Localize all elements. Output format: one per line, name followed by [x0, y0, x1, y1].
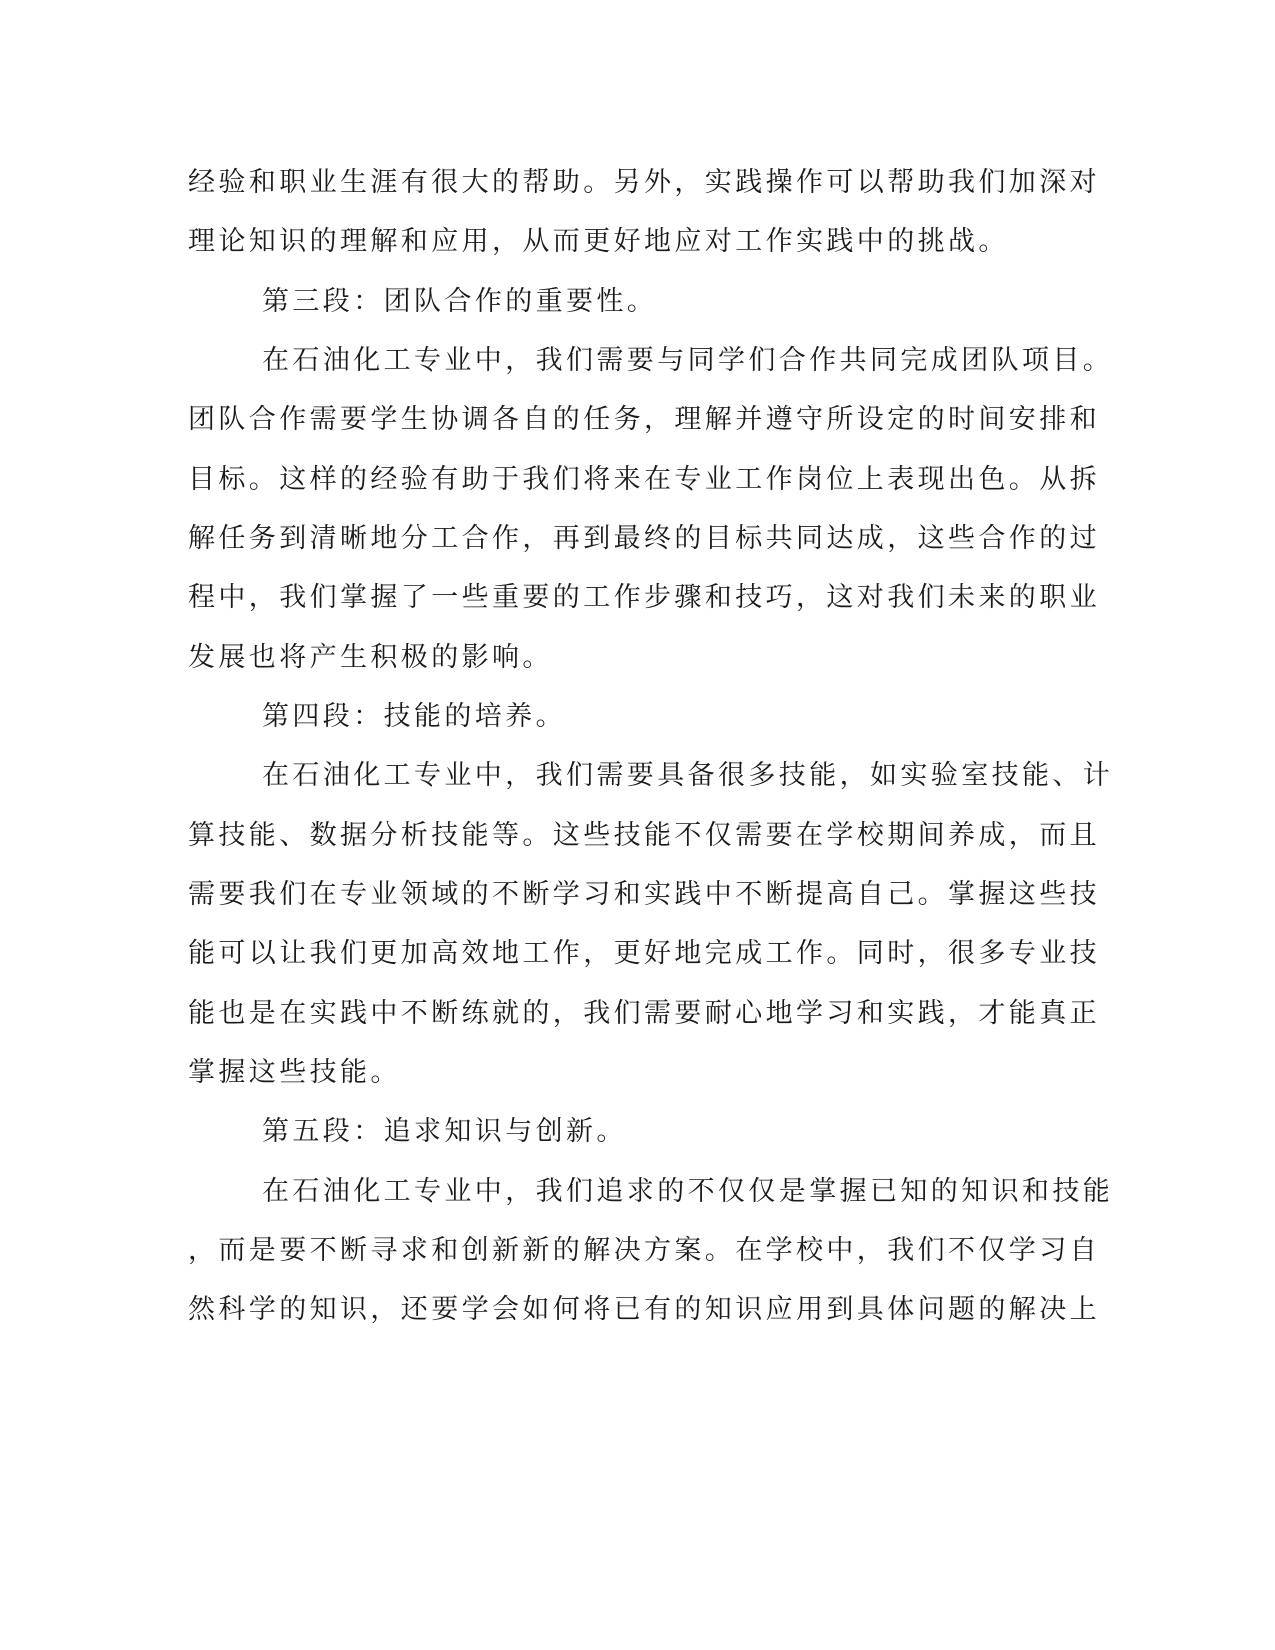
body-text-line: 经验和职业生涯有很大的帮助。另外，实践操作可以帮助我们加深对 — [188, 167, 1100, 198]
body-text-line: 团队合作需要学生协调各自的任务，理解并遵守所设定的时间安排和 — [188, 404, 1100, 435]
body-text-line: 在石油化工专业中，我们追求的不仅仅是掌握已知的知识和技能 — [262, 1176, 1114, 1207]
body-text-line: 算技能、数据分析技能等。这些技能不仅需要在学校期间养成，而且 — [188, 820, 1100, 851]
body-text-line: 需要我们在专业领域的不断学习和实践中不断提高自己。掌握这些技 — [188, 879, 1100, 910]
body-text-line: 能可以让我们更加高效地工作，更好地完成工作。同时，很多专业技 — [188, 938, 1100, 969]
body-text-line: 程中，我们掌握了一些重要的工作步骤和技巧，这对我们未来的职业 — [188, 582, 1100, 613]
body-text-line: ，而是要不断寻求和创新新的解决方案。在学校中，我们不仅学习自 — [188, 1235, 1100, 1266]
body-text-line: 能也是在实践中不断练就的，我们需要耐心地学习和实践，才能真正 — [188, 998, 1100, 1029]
body-text-line: 理论知识的理解和应用，从而更好地应对工作实践中的挑战。 — [188, 226, 1009, 257]
section-heading-5: 第五段：追求知识与创新。 — [262, 1116, 627, 1147]
body-text-line: 发展也将产生积极的影响。 — [188, 642, 553, 673]
body-text-line: 然科学的知识，还要学会如何将已有的知识应用到具体问题的解决上 — [188, 1294, 1100, 1325]
section-heading-3: 第三段：团队合作的重要性。 — [262, 286, 658, 317]
body-text-line: 目标。这样的经验有助于我们将来在专业工作岗位上表现出色。从拆 — [188, 464, 1100, 495]
section-heading-4: 第四段：技能的培养。 — [262, 701, 566, 732]
body-text-line: 解任务到清晰地分工合作，再到最终的目标共同达成，这些合作的过 — [188, 523, 1100, 554]
body-text-line: 在石油化工专业中，我们需要与同学们合作共同完成团队项目。 — [262, 345, 1114, 376]
body-text-line: 在石油化工专业中，我们需要具备很多技能，如实验室技能、计 — [262, 760, 1114, 791]
body-text-line: 掌握这些技能。 — [188, 1057, 401, 1088]
